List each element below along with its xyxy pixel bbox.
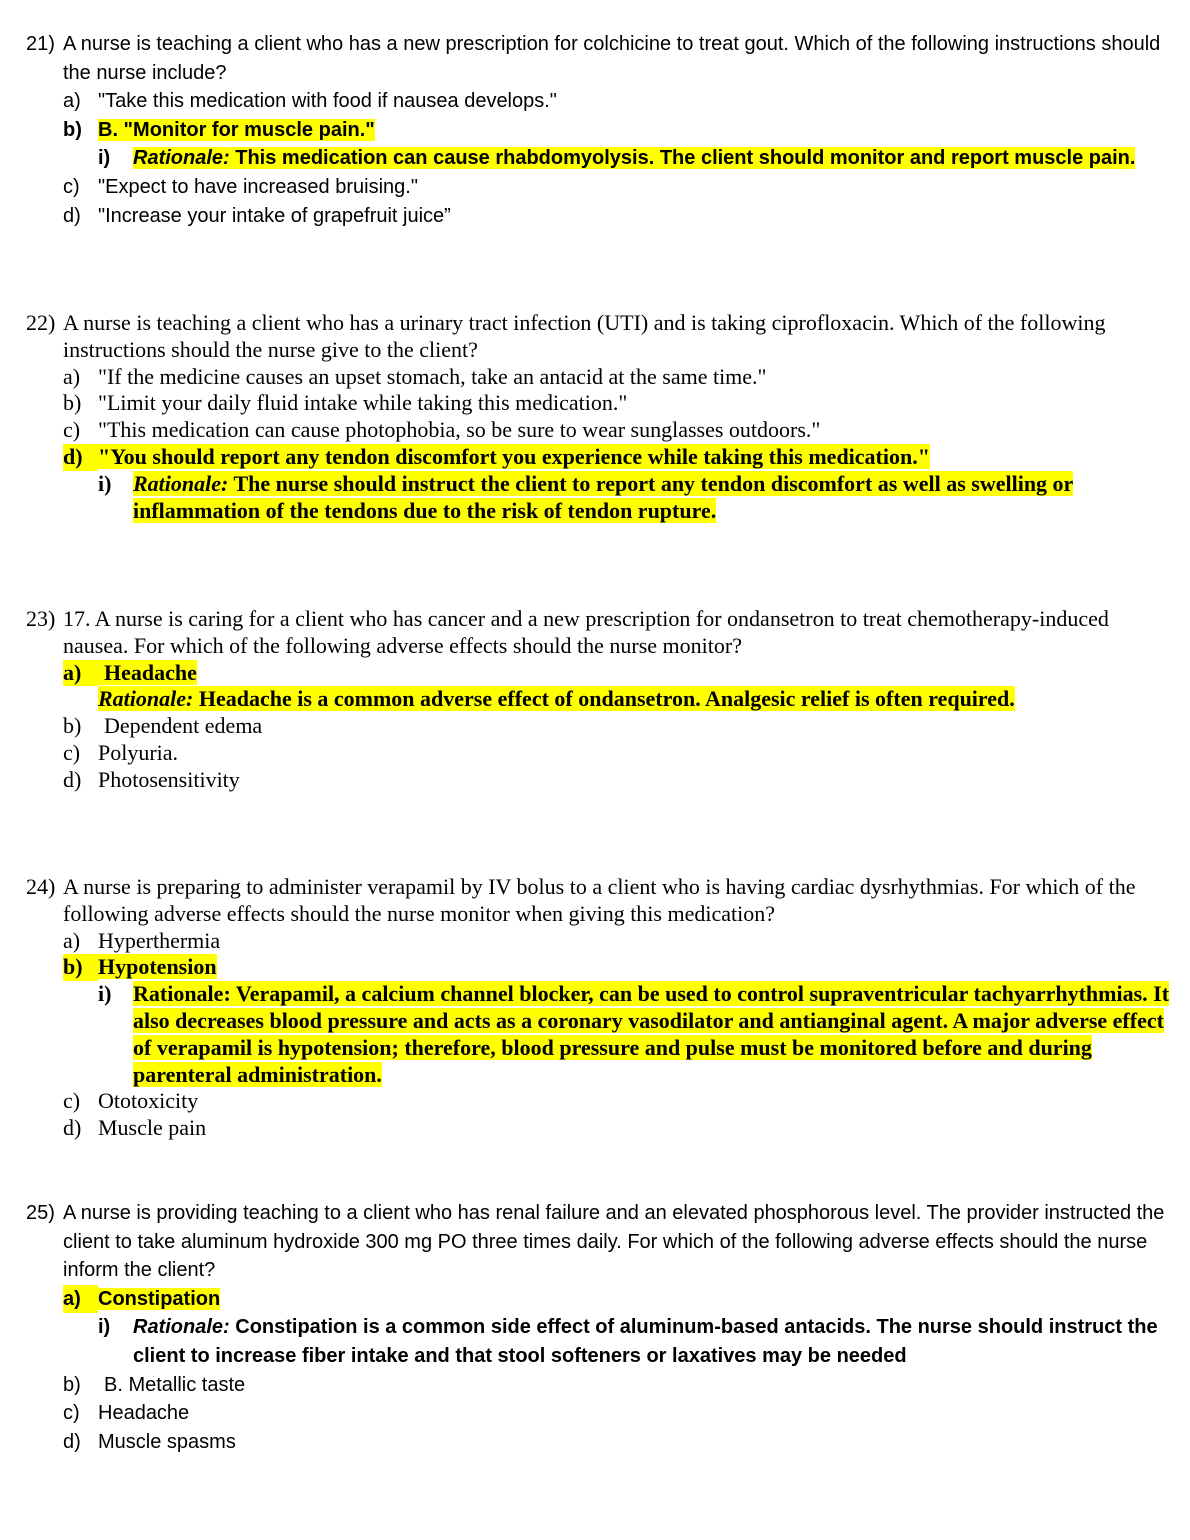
option-c: c) Headache: [63, 1402, 190, 1425]
option-b-correct: b) B. "Monitor for muscle pain.": [63, 118, 375, 141]
option-a-correct: a) Headache: [63, 659, 197, 685]
rationale: i) Rationale: Constipation is a common side effect of aluminum-based antacids. The nurse should instruct the client to increase fiber intake and that stool softeners or laxatives may be needed: [98, 1316, 1158, 1367]
question-number: 25): [26, 1202, 55, 1224]
option-b: b) Dependent edema: [63, 713, 263, 739]
option-a: a) "If the medicine causes an upset stomach, take an antacid at the same time.": [63, 363, 767, 389]
option-a: a) "Take this medication with food if nausea develops.": [63, 90, 557, 113]
question-25: [26, 1199, 1170, 1456]
question-text: A nurse is teaching a client who has a urinary tract infection (UTI) and is taking ciprofloxacin. Which of the following instructions should the nurse give to the client?: [63, 310, 1106, 362]
rationale: Rationale: Headache is a common adverse effect of ondansetron. Analgesic relief is often required.: [98, 686, 1015, 712]
option-d-correct: d) "You should report any tendon discomfort you experience while taking this medication.": [63, 443, 930, 469]
question-number: 24): [26, 874, 56, 899]
question-text: 17. A nurse is caring for a client who has cancer and a new prescription for ondansetron to treat chemotherapy-induced nausea. For which of the following adverse effects should the nurse monitor?: [63, 606, 1109, 658]
option-c: c) Ototoxicity: [63, 1088, 199, 1114]
question-text: A nurse is preparing to administer verapamil by IV bolus to a client who is having cardiac dysrhythmias. For which of the following adverse effects should the nurse monitor when giving this medication?: [63, 874, 1136, 926]
option-a: a) Hyperthermia: [63, 927, 221, 953]
rationale: i) Rationale: The nurse should instruct the client to report any tendon discomfort as well as swelling or inflammation of the tendons due to the risk of tendon rupture.: [98, 470, 1073, 523]
question-23: [26, 606, 1170, 794]
option-d: d) Muscle pain: [63, 1115, 207, 1141]
option-c: c) "Expect to have increased bruising.": [63, 175, 418, 198]
option-a-correct: a) Constipation: [63, 1285, 1170, 1314]
option-c: c) Polyuria.: [63, 739, 179, 765]
question-stem: [26, 606, 1170, 660]
option-b: b) "Limit your daily fluid intake while taking this medication.": [63, 390, 628, 416]
question-number: 22): [26, 310, 56, 335]
question-stem: [26, 310, 1170, 364]
question-number: 21): [26, 33, 55, 55]
question-text: A nurse is teaching a client who has a new prescription for colchicine to treat gout. Which of the following instructions should the nurse include?: [63, 33, 1161, 84]
question-stem: [26, 874, 1170, 928]
question-21: [26, 30, 1170, 230]
option-c: c) "This medication can cause photophobia, so be sure to wear sunglasses outdoors.": [63, 417, 821, 443]
question-stem: [26, 1199, 1170, 1285]
question-text: A nurse is providing teaching to a client who has renal failure and an elevated phosphorous level. The provider instructed the client to take aluminum hydroxide 300 mg PO three times daily. For which of the following adverse effects should the nurse inform the client?: [63, 1202, 1165, 1282]
rationale: i) Rationale: This medication can cause rhabdomyolysis. The client should monitor and report muscle pain.: [98, 147, 1136, 170]
option-d: d) "Increase your intake of grapefruit juice”: [63, 204, 451, 227]
option-d: d) Muscle spasms: [63, 1430, 236, 1453]
option-d: d) Photosensitivity: [63, 766, 240, 792]
rationale: i) Rationale: Verapamil, a calcium channel blocker, can be used to control supraventricular tachyarrhythmias. It also decreases blood pressure and acts as a coronary vasodilator and antianginal agent. A major adverse effect of verapamil is hypotension; therefore, blood pressure and pulse must be monitored before and during parenteral administration.: [98, 981, 1170, 1087]
option-b-correct: b) Hypotension: [63, 954, 217, 980]
option-b: b) B. Metallic taste: [63, 1373, 246, 1396]
question-24: [26, 874, 1170, 1142]
question-number: 23): [26, 606, 56, 631]
question-stem: [26, 30, 1170, 87]
question-22: [26, 310, 1170, 524]
